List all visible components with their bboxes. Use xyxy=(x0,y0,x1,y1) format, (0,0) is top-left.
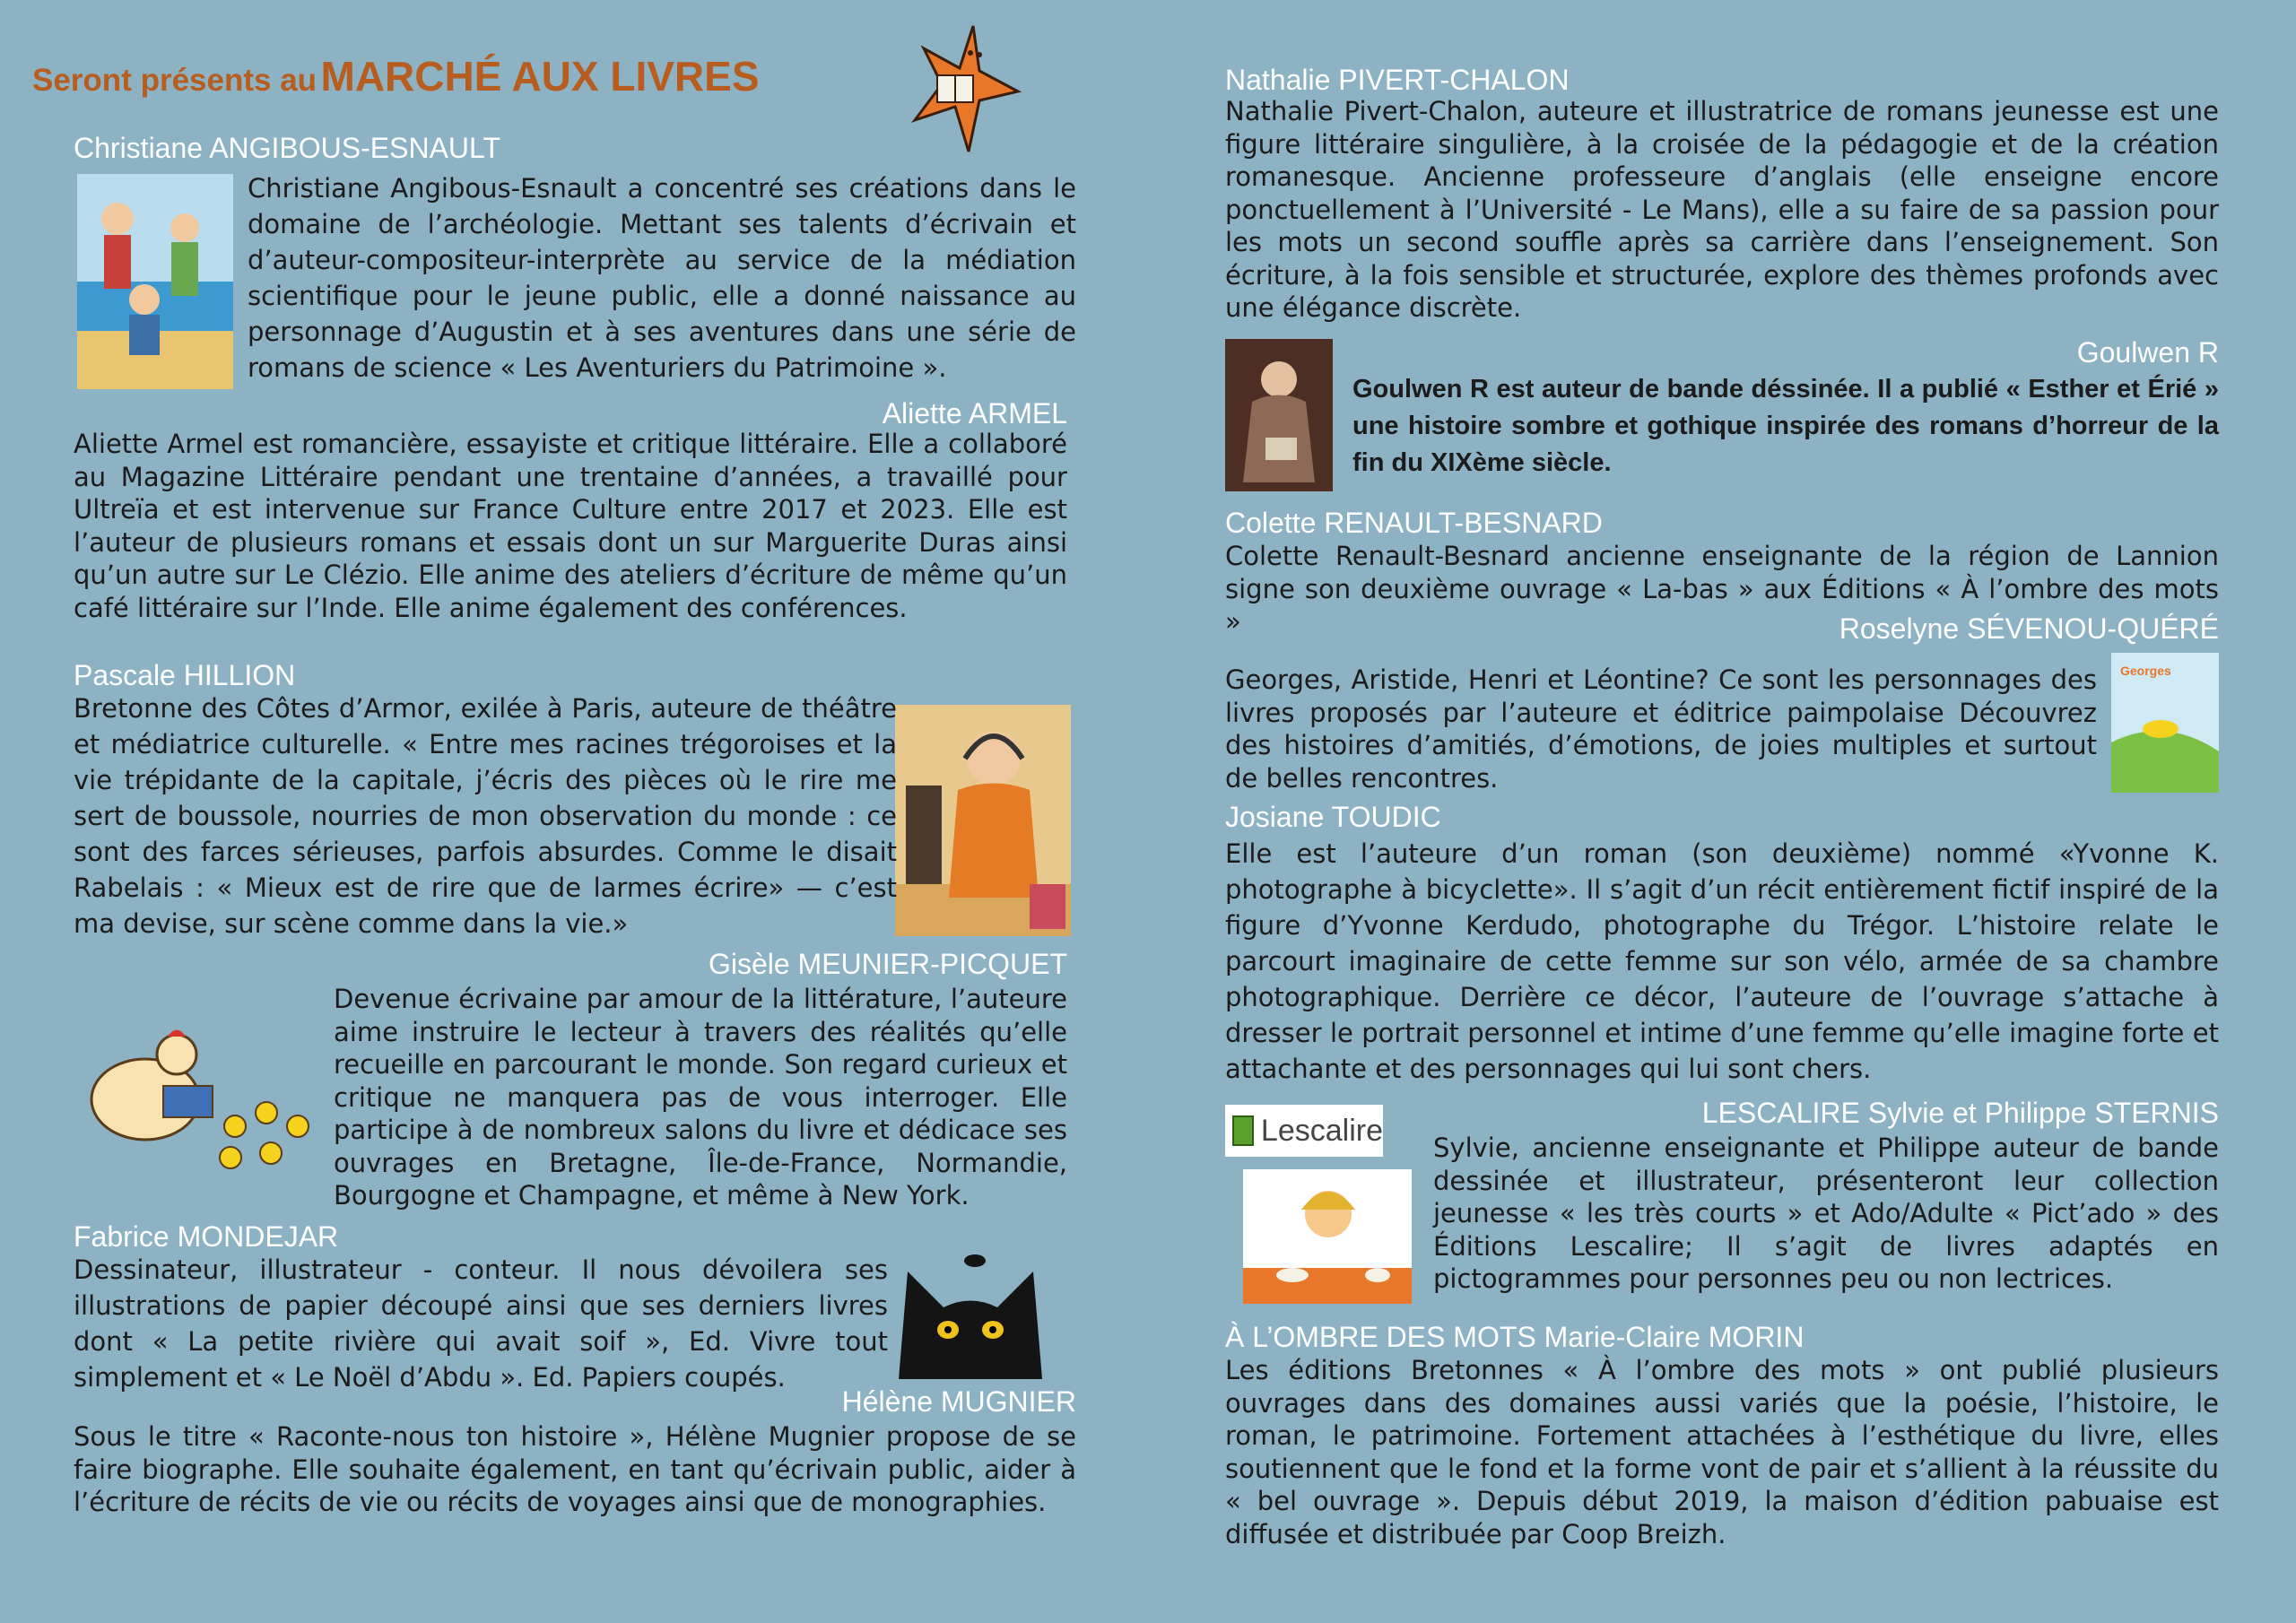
sevenou-book-cover xyxy=(2111,653,2219,793)
header-prefix: Seront présents au xyxy=(32,63,317,98)
author-name: À L’OMBRE DES MOTS Marie-Claire MORIN xyxy=(1225,1321,1805,1353)
author-name: Roselyne SÉVENOU-QUÉRÉ xyxy=(1839,612,2219,645)
author-text: Colette Renault-Besnard ancienne enseignante de la région de Lannion signe son deuxième ouvrage « La-bas » aux Éditions « À l’ombre des mots » xyxy=(1225,541,2219,637)
logo-text: Lescalire xyxy=(1260,1113,1383,1148)
author-text: Aliette Armel est romancière, essayiste et critique littéraire. Elle a collaboré au Magazine Littéraire pendant une trentaine d’années, a travaillé pour Ultreïa et est intervenue sur France Culture entre 2017 et 2023. Elle est l’auteur de plusieurs romans et essais dont un sur Marguerite Duras ainsi qu’un autre sur Le Clézio. Elle anime des ateliers d’écriture de même qu’un café littéraire sur l’Inde. Elle anime également des conférences. xyxy=(74,429,1067,623)
author-name: LESCALIRE Sylvie et Philippe STERNIS xyxy=(1701,1097,2219,1129)
author-name: Gisèle MEUNIER-PICQUET xyxy=(708,948,1067,980)
author-name: Fabrice MONDEJAR xyxy=(74,1220,339,1253)
author-name: Colette RENAULT-BESNARD xyxy=(1225,507,1603,539)
author-goulwen xyxy=(1225,335,2219,369)
author-text: Bretonne des Côtes d’Armor, exilée à Paris, auteure de théâtre et médiatrice culturelle. « Entre mes racines trégoroises et la vie trépidante de la capitale, j’écris des pièces où le rire me sert de boussole, nourries de mon observation du monde : ce sont des farces sérieuses, parfois absurdes. Comme le disait Rabelais : « Mieux est de rire que de larmes écrire» — c’est ma devise, sur scène comme dans la vie.» xyxy=(74,693,897,939)
angibous-book-cover xyxy=(77,174,233,389)
author-text: Sous le titre « Raconte-nous ton histoire », Hélène Mugnier propose de se faire biographe. Elle souhaite également, en tant qu’écrivain public, aider à l’écriture de récits de vie ou récits de voyages ainsi que de monographies. xyxy=(74,1421,1076,1517)
author-name: Josiane TOUDIC xyxy=(1225,801,1441,833)
author-name: Pascale HILLION xyxy=(74,659,296,691)
author-text: Les éditions Bretonnes « À l’ombre des mots » ont publié plusieurs ouvrages dans des domaines aussi variés que la poésie, l’histoire, le roman, le patrimoine. Fortement attachées à l’esthétique du livre, elles soutiennent que le fond et la forme vont de pair et s’allient à la réussite du « bel ouvrage ». Depuis début 2019, la maison d’édition pabuaise est diffusée et distribuée par Coop Breizh. xyxy=(1225,1355,2219,1549)
author-text: Elle est l’auteure d’un roman (son deuxième) nommé «Yvonne K. photographe à bicyclette». Il s’agit d’un récit entièrement fictif inspiré de la figure d’Yvonne Kerdudo, photographe du Trégor. L’histoire relate le parcourt imaginaire de cette femme sur son vélo, armée de sa chambre photographique. Derrière ce décor, l’auteure de l’ouvrage s’attache à dresser le portrait personnel et intime d’une femme qu’elle imagine forte et attachante et des personnages qui lui sont chers. xyxy=(1225,838,2219,1084)
author-name: Hélène MUGNIER xyxy=(841,1385,1076,1418)
author-meunier xyxy=(74,947,1067,981)
author-text: Georges, Aristide, Henri et Léontine? Ce sont les personnages des livres proposés par l’auteure et éditrice paimpolaise Découvrez des histoires d’amitiés, d’émotions, de joies multiples et surtout de belles rencontres. xyxy=(1225,664,2097,794)
author-sevenou xyxy=(1225,612,2219,646)
page-header xyxy=(32,52,760,100)
author-name: Aliette ARMEL xyxy=(882,397,1067,430)
author-toudic xyxy=(1225,800,2219,834)
author-name: Goulwen R xyxy=(2076,336,2219,369)
svg-text:Georges: Georges xyxy=(2120,664,2171,678)
author-mugnier xyxy=(74,1384,1076,1419)
author-text: Nathalie Pivert-Chalon, auteure et illustratrice de romans jeunesse est une figure littéraire singulière, à la croisée de la pédagogie et de la création romanesque. Ancienne professeure d’anglais (elle enseigne encore ponctuellement à l’Université - Le Mans), elle a su faire de sa passion pour les mots un second souffle après sa carrière dans l’enseignement. Son écriture, à la fois sensible et structurée, explore des thèmes profonds avec une élégance discrète. xyxy=(1225,96,2219,323)
author-text: Devenue écrivaine par amour de la littérature, l’auteure aime instruire le lecteur à travers des réalités qu’elle recueille en parcourant le monde. Son regard curieux et critique ne manquera pas de vous interroger. Elle participe à de nombreux salons du livre et dédicace ses ouvrages en Bretagne, Île-de-France, Normandie, Bourgogne et Champagne, et même à New York. xyxy=(334,984,1067,1211)
author-angibous xyxy=(74,131,1076,165)
hen-chicks-illustration xyxy=(74,1010,325,1180)
author-lescalire xyxy=(1225,1096,2219,1130)
hillion-illustration xyxy=(895,705,1071,936)
author-pivert xyxy=(1225,63,2219,97)
lescalire-illustration xyxy=(1243,1169,1412,1304)
header-title: MARCHÉ AUX LIVRES xyxy=(320,53,760,100)
author-name: Christiane ANGIBOUS-ESNAULT xyxy=(74,132,500,164)
black-cat-illustration xyxy=(881,1245,1060,1379)
author-armel xyxy=(74,396,1067,430)
author-text: Sylvie, ancienne enseignante et Philippe auteur de bande dessinée et illustrateur, présenteront leur collection jeunesse « les très courts » et Ado/Adulte « Pict’ado » des Éditions Lescalire; Il s’agit de livres adaptés en pictogrammes pour personnes peu ou non lectrices. xyxy=(1433,1133,2219,1294)
author-name: Nathalie PIVERT-CHALON xyxy=(1225,64,1570,96)
author-text: Christiane Angibous-Esnault a concentré ses créations dans le domaine de l’archéologie. Mettant ses talents d’écrivain et d’auteur-compositeur-interprète au service de la médiation scientifique pour le jeune public, elle a donné naissance au personnage d’Augustin et à ses aventures dans une série de romans de science « Les Aventuriers du Patrimoine ». xyxy=(248,173,1076,383)
author-ombre xyxy=(1225,1320,2219,1354)
author-text: Goulwen R est auteur de bande déssinée. Il a publié « Esther et Érié » une histoire sombre et gothique inspirée des romans d’horreur de la fin du XIXème siècle. xyxy=(1352,375,2219,477)
author-text: Dessinateur, illustrateur - conteur. Il nous dévoilera ses illustrations de papier découpé ainsi que ses derniers livres dont « La petite rivière qui avait soif », Ed. Vivre tout simplement et « Le Noël d’Abdu ». Ed. Papiers coupés. xyxy=(74,1254,888,1393)
author-renault xyxy=(1225,506,2219,540)
author-hillion xyxy=(74,658,1076,692)
